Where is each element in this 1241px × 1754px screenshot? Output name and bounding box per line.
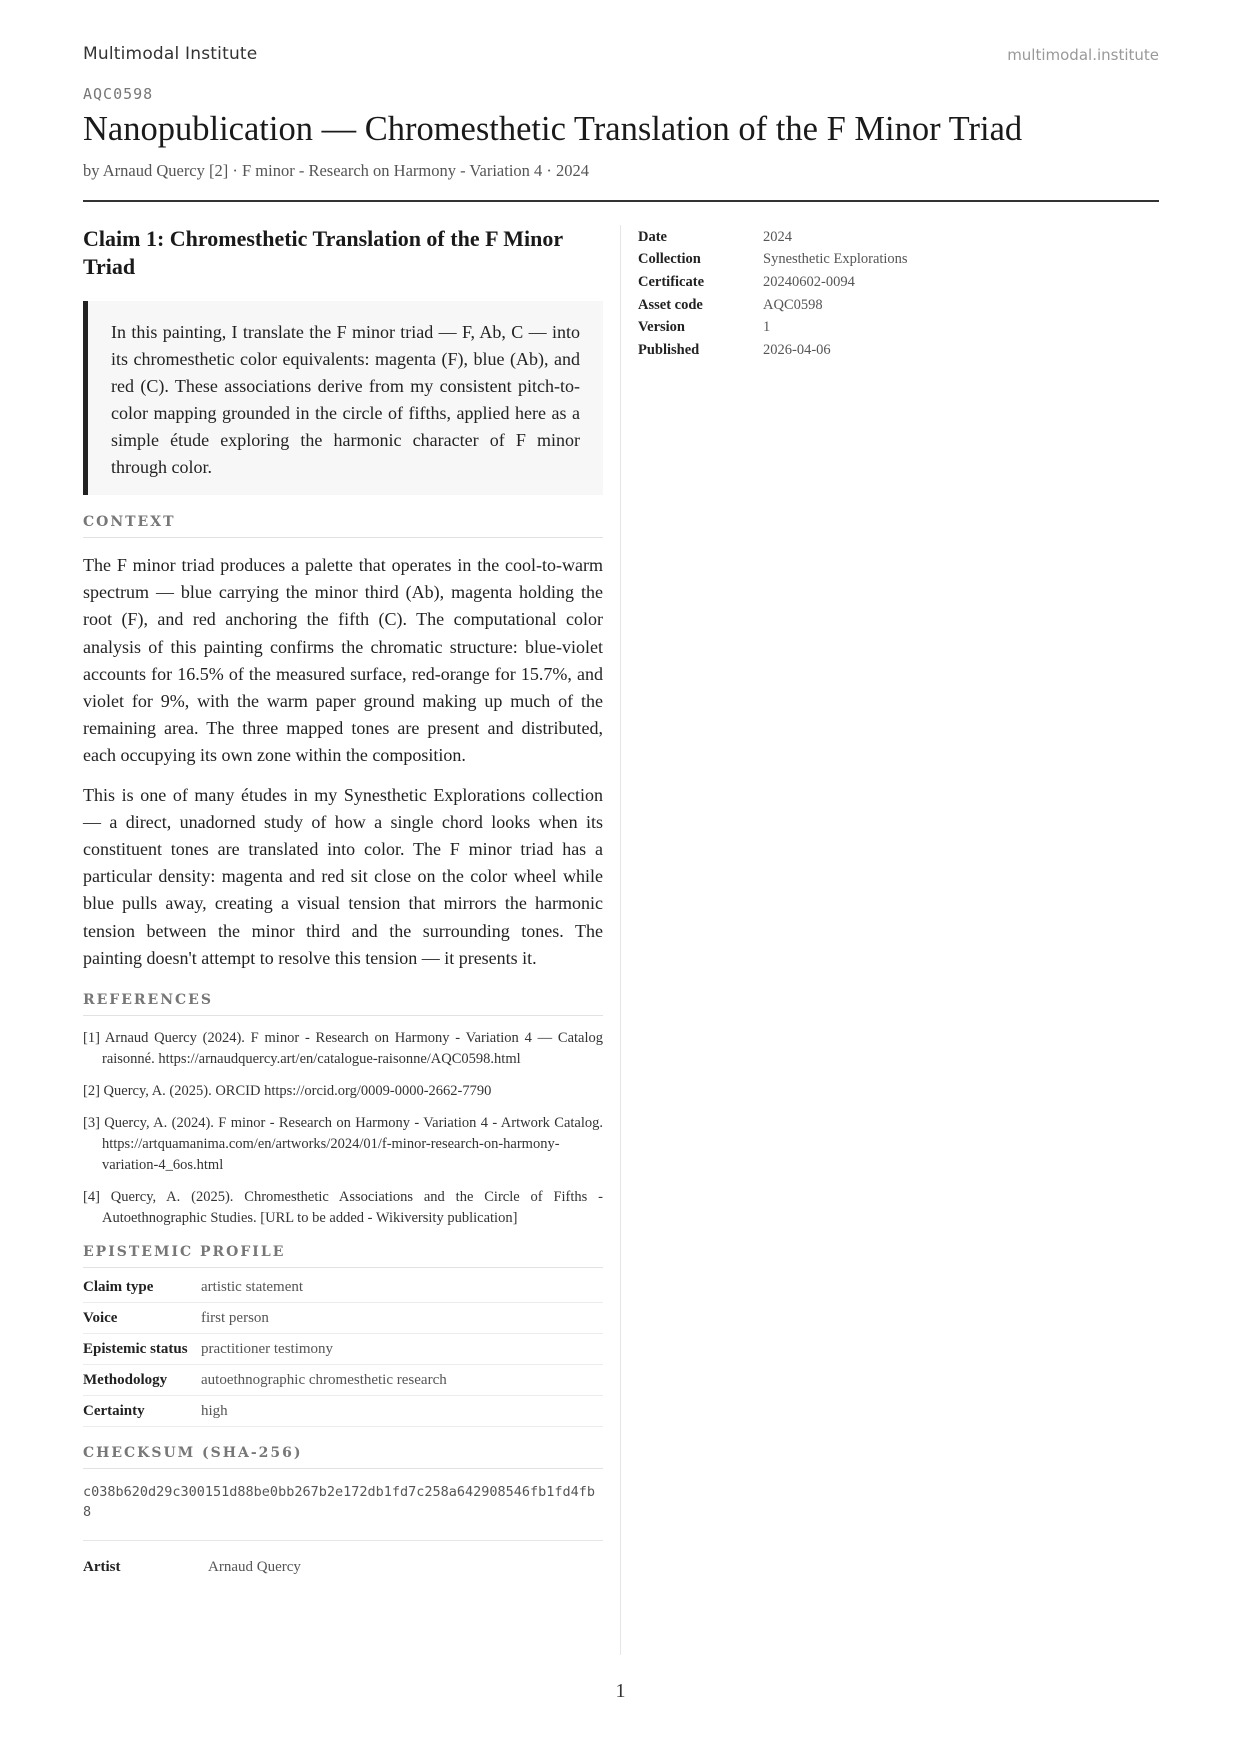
meta-row <box>638 249 1138 272</box>
profile-value: first person <box>201 1309 269 1326</box>
page-number: 1 <box>615 1680 626 1702</box>
meta-key: Asset code <box>638 296 703 313</box>
profile-key: Voice <box>83 1309 118 1326</box>
meta-value: Synesthetic Explorations <box>763 251 908 268</box>
meta-value: AQC0598 <box>763 296 823 313</box>
column-divider <box>620 225 621 1655</box>
context-paragraph: This is one of many études in my Synesthetic Explorations collection — a direct, unadorned study of how a single chord looks when its constituent tones are translated into color. The F minor triad has a particular density: magenta and red sit close on the color wheel while blue pulls away, creating a visual tension that mirrors the harmonic tension between the minor third and the surrounding tones. The painting doesn't attempt to resolve this tension — it presents it. <box>83 784 603 968</box>
meta-value: 2024 <box>763 228 792 245</box>
header-divider <box>83 200 1159 202</box>
meta-key: Published <box>638 341 700 358</box>
reference-item: [1] Arnaud Quercy (2024). F minor - Research on Harmony - Variation 4 — Catalog raisonné. https://arnaudquercy.art/en/catalogue-raisonne/AQC0598.html <box>83 1030 603 1068</box>
profile-key: Epistemic status <box>83 1340 188 1357</box>
meta-key: Collection <box>638 251 701 268</box>
byline: by Arnaud Quercy [2] · F minor - Research on Harmony - Variation 4 · 2024 <box>83 161 590 180</box>
artist-row <box>83 1559 603 1576</box>
profile-value: high <box>201 1402 228 1419</box>
context-paragraph: The F minor triad produces a palette that operates in the cool-to-warm spectrum — blue carrying the minor third (Ab), magenta holding the root (F), and red anchoring the fifth (C). The computational color analysis of this painting confirms the chromatic structure: blue-violet accounts for 16.5% of the measured surface, red-orange for 15.7%, and violet for 9%, with the warm paper ground making up much of the remaining area. The three mapped tones are present and distributed, each occupying its own zone within the composition. <box>83 555 603 766</box>
claim-quote <box>83 301 603 495</box>
profile-value: artistic statement <box>201 1278 304 1295</box>
meta-row <box>638 226 1138 249</box>
profile-key: Certainty <box>83 1402 145 1419</box>
meta-key: Date <box>638 228 667 245</box>
page-title: Nanopublication — Chromesthetic Translation of the F Minor Triad <box>83 110 1023 148</box>
meta-value: 2026-04-06 <box>763 341 831 358</box>
claim-text: In this painting, I translate the F minor triad — F, Ab, C — into its chromesthetic color equivalents: magenta (F), blue (Ab), and red (C). These associations derive from my consistent pitch-to-color mapping grounded in the circle of fifths, applied here as a simple étude exploring the harmonic character of F minor through color. <box>111 322 580 477</box>
brand-name: Multimodal Institute <box>83 44 258 64</box>
references-list <box>83 1028 603 1229</box>
profile-row <box>83 1334 603 1365</box>
meta-key: Certificate <box>638 273 705 290</box>
profile-row <box>83 1365 603 1396</box>
references-heading: REFERENCES <box>83 992 603 1016</box>
asset-code: AQC0598 <box>83 85 154 103</box>
meta-row <box>638 339 1138 362</box>
reference-item: [2] Quercy, A. (2025). ORCID https://orcid.org/0009-0000-2662-7790 <box>83 1083 492 1100</box>
epistemic-table <box>83 1272 603 1427</box>
checksum-value: c038b620d29c300151d88be0bb267b2e172db1fd7c258a642908546fb1fd4fb8 <box>83 1482 603 1541</box>
reference-item: [3] Quercy, A. (2024). F minor - Research on Harmony - Variation 4 - Artwork Catalog. https://artquamanima.com/en/artworks/2024/01/f-minor-research-on-harmony-variation-4_6os.html <box>83 1115 603 1174</box>
header-bar <box>83 44 1159 68</box>
profile-row <box>83 1303 603 1334</box>
artist-value: Arnaud Quercy <box>208 1559 301 1576</box>
meta-row <box>638 316 1138 339</box>
site-domain: multimodal.institute <box>1007 46 1159 64</box>
artist-key: Artist <box>83 1559 121 1576</box>
profile-key: Methodology <box>83 1371 168 1388</box>
claim-title: Claim 1: Chromesthetic Translation of the F Minor Triad <box>83 226 563 279</box>
meta-value: 20240602-0094 <box>763 273 855 290</box>
metadata-sidebar <box>638 226 1138 362</box>
epistemic-heading: EPISTEMIC PROFILE <box>83 1244 603 1268</box>
reference-item: [4] Quercy, A. (2025). Chromesthetic Associations and the Circle of Fifths - Autoethnographic Studies. [URL to be added - Wikiversity publication] <box>83 1189 603 1227</box>
meta-value: 1 <box>763 319 771 336</box>
profile-row <box>83 1272 603 1303</box>
profile-value: practitioner testimony <box>201 1340 334 1357</box>
context-heading: CONTEXT <box>83 514 603 538</box>
main-column <box>83 225 603 1576</box>
profile-value: autoethnographic chromesthetic research <box>201 1371 447 1388</box>
profile-key: Claim type <box>83 1278 154 1295</box>
meta-row <box>638 271 1138 294</box>
checksum-heading: CHECKSUM (SHA-256) <box>83 1445 603 1469</box>
meta-row <box>638 294 1138 317</box>
profile-row <box>83 1396 603 1427</box>
meta-key: Version <box>638 319 685 336</box>
